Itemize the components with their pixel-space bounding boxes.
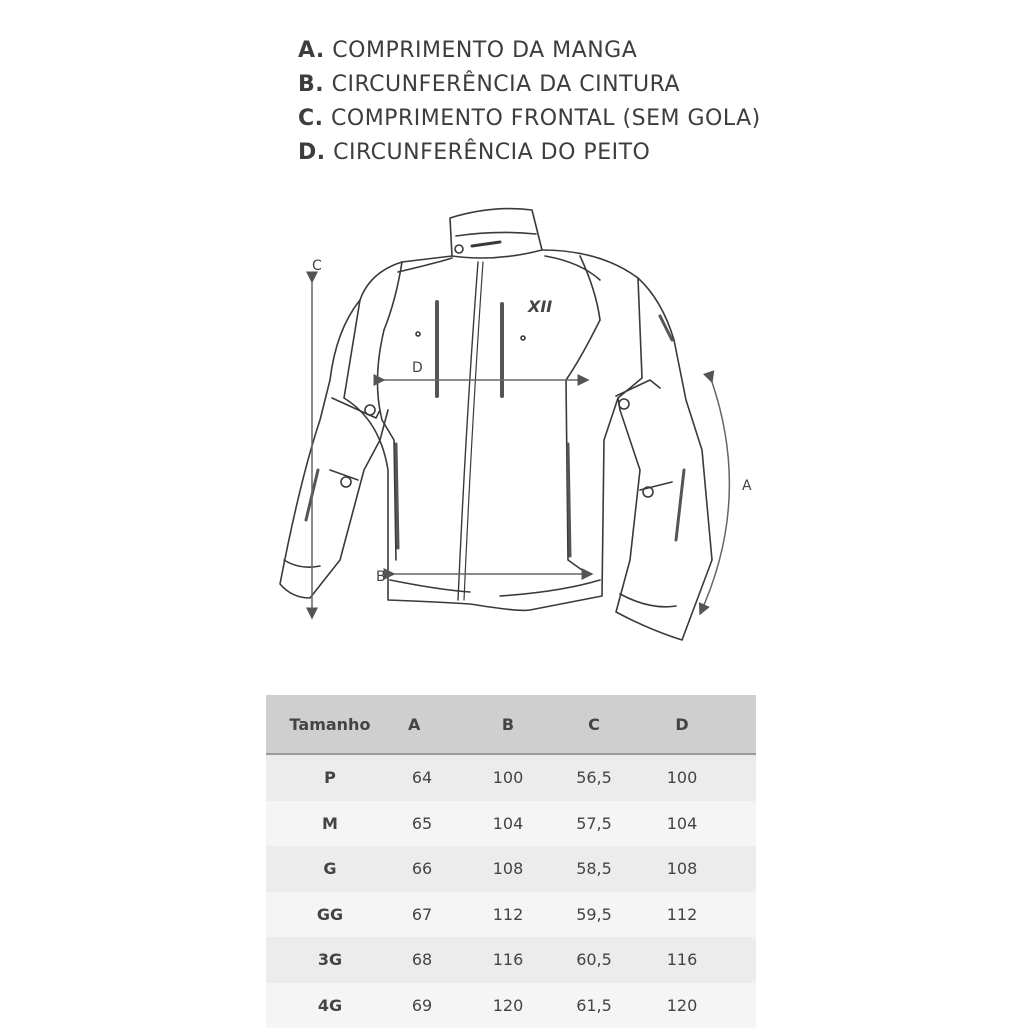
table-row: GG 67 112 59,5 112	[266, 892, 756, 938]
table-row: M 65 104 57,5 104	[266, 801, 756, 847]
table-row: P 64 100 56,5 100	[266, 755, 756, 801]
header-d: D	[622, 715, 742, 734]
right-sleeve	[616, 278, 712, 640]
legend-item-d: D. CIRCUNFERÊNCIA DO PEITO	[298, 138, 761, 172]
label-b: B	[376, 569, 386, 585]
header-size: Tamanho	[266, 715, 394, 734]
center-zipper	[458, 262, 478, 600]
label-d: D	[412, 360, 423, 376]
header-c: C	[566, 715, 622, 734]
table-row: G 66 108 58,5 108	[266, 846, 756, 892]
header-b: B	[450, 715, 566, 734]
table-row: 3G 68 116 60,5 116	[266, 937, 756, 983]
label-a: A	[742, 478, 752, 494]
table-header-row	[266, 695, 756, 755]
left-sleeve	[280, 300, 388, 598]
header-a: A	[394, 715, 450, 734]
size-table	[266, 695, 756, 1028]
legend-item-c: C. COMPRIMENTO FRONTAL (SEM GOLA)	[298, 104, 761, 138]
legend-item-b: B. CIRCUNFERÊNCIA DA CINTURA	[298, 70, 761, 104]
label-c: C	[312, 258, 322, 274]
table-row: 4G 69 120 61,5 120	[266, 983, 756, 1028]
brand-logo: XII	[527, 297, 552, 316]
legend-item-a: A. COMPRIMENTO DA MANGA	[298, 36, 761, 70]
